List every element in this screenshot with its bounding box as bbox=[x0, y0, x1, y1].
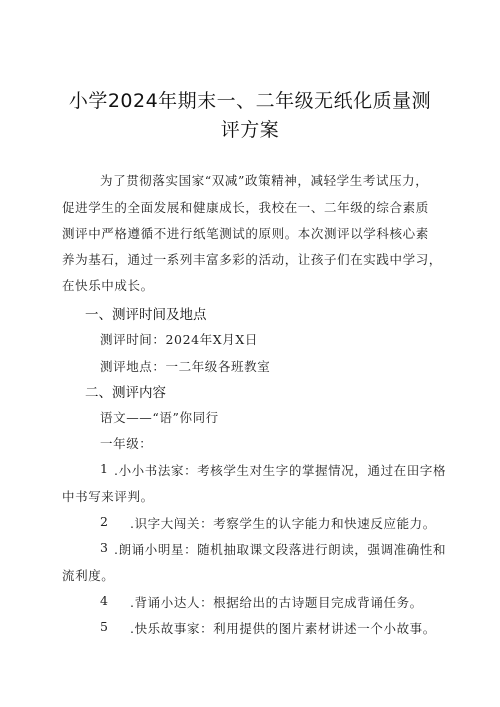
intro-paragraph-line: 养为基石，通过一系列丰富多彩的活动，让孩子们在实践中学习， bbox=[62, 252, 442, 267]
item-number: 2 bbox=[100, 514, 109, 529]
item-number: 5 bbox=[100, 619, 109, 634]
item-text-continued: 流利度。 bbox=[62, 568, 115, 583]
item-number: 3 bbox=[100, 540, 109, 555]
subject-title: 语文——“语”你同行 bbox=[100, 410, 219, 425]
document-title-line-1: 小学2024年期末一、二年级无纸化质量测 bbox=[68, 90, 432, 112]
intro-paragraph-line: 测评中严格遵循不进行纸笔测试的原则。本次测评以学科核心素 bbox=[62, 226, 429, 241]
section-heading-time-place: 一、测评时间及地点 bbox=[85, 307, 207, 323]
section-heading-content: 二、测评内容 bbox=[85, 385, 166, 401]
test-time: 测评时间：2024年X月X日 bbox=[100, 332, 259, 347]
item-text: .背诵小达人：根据给出的古诗题目完成背诵任务。 bbox=[130, 595, 423, 610]
intro-paragraph-line: 促进学生的全面发展和健康成长，我校在一、二年级的综合素质 bbox=[62, 200, 429, 215]
item-text: .识字大闯关：考察学生的认字能力和快速反应能力。 bbox=[130, 516, 436, 531]
document-title-line-2: 评方案 bbox=[220, 119, 280, 141]
item-text: .朗诵小明星：随机抽取课文段落进行朗读，强调准确性和 bbox=[114, 542, 447, 557]
test-place: 测评地点：一二年级各班教室 bbox=[100, 359, 271, 374]
item-text: .小小书法家：考核学生对生字的掌握情况，通过在田字格 bbox=[114, 463, 447, 478]
grade-label: 一年级： bbox=[100, 436, 153, 451]
item-number: 4 bbox=[100, 593, 109, 608]
item-text-continued: 中书写来评判。 bbox=[62, 489, 154, 504]
item-number: 1 bbox=[100, 461, 109, 476]
intro-paragraph-line: 为了贯彻落实国家“双减”政策精神，减轻学生考试压力， bbox=[100, 173, 429, 188]
item-text: .快乐故事家：利用提供的图片素材讲述一个小故事。 bbox=[130, 621, 436, 636]
intro-paragraph-line: 在快乐中成长。 bbox=[62, 278, 154, 293]
